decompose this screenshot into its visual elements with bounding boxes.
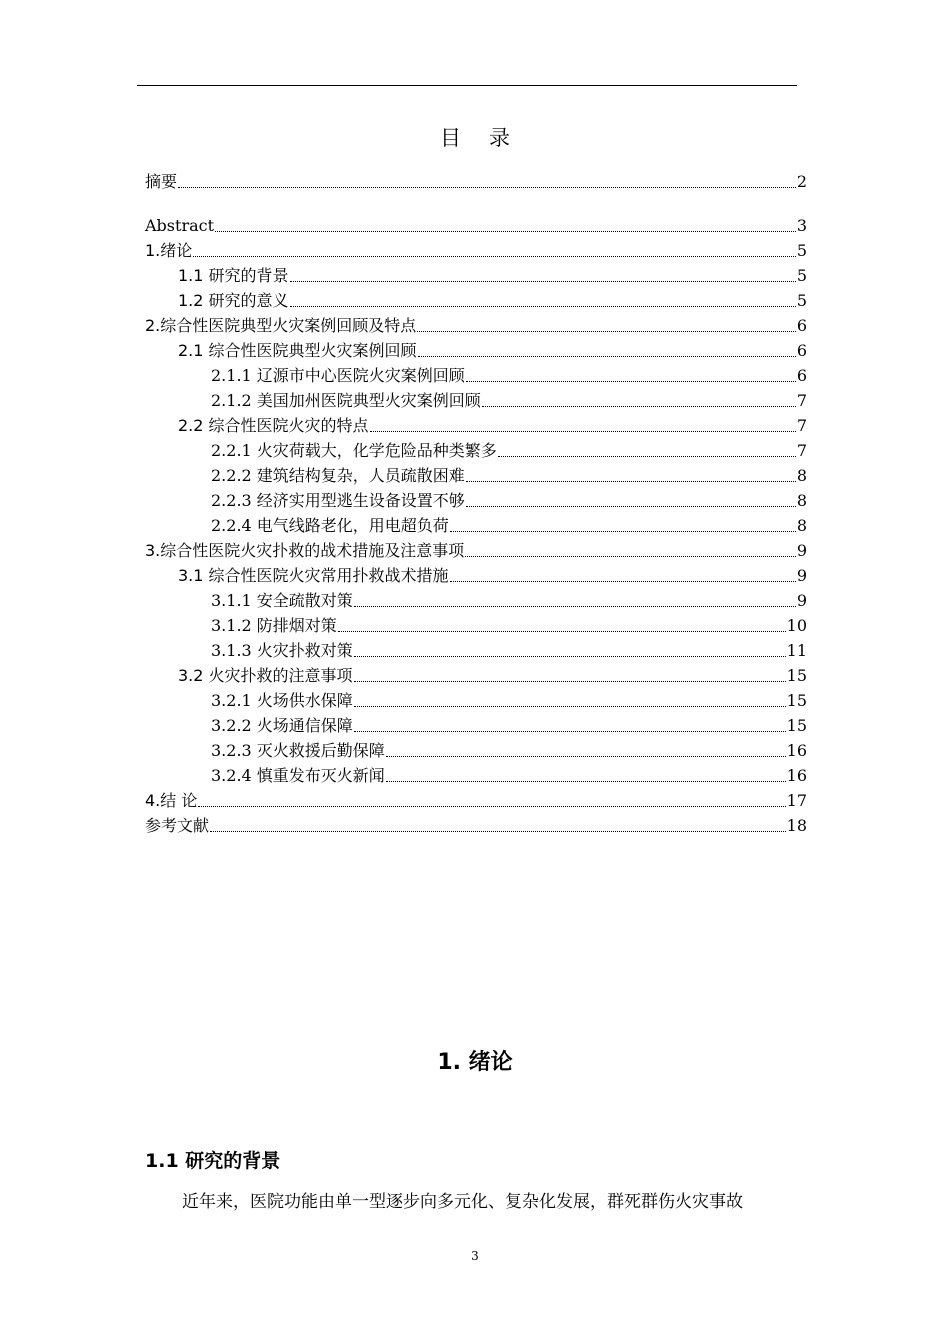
toc-entry[interactable] — [145, 169, 807, 194]
toc-entry[interactable] — [145, 738, 807, 763]
toc-entry-title: 3.2.4 慎重发布灭火新闻 — [211, 766, 385, 785]
toc-entry-title: 3.1 综合性医院火灾常用扑救战术措施 — [178, 566, 449, 585]
toc-entry[interactable] — [145, 763, 807, 788]
toc-entry-title: 3.1.1 安全疏散对策 — [211, 591, 353, 610]
toc-entry[interactable] — [145, 688, 807, 713]
toc-entry-title: 3.1.3 火灾扑救对策 — [211, 641, 353, 660]
toc-leader-dots — [290, 306, 796, 307]
toc-entry-title: 3.2.1 火场供水保障 — [211, 691, 353, 710]
toc-entry-title: 2.2.3 经济实用型逃生设备设置不够 — [211, 491, 465, 510]
toc-entry-page: 9 — [796, 541, 807, 560]
toc-entry[interactable] — [145, 238, 807, 263]
toc-leader-dots — [354, 606, 796, 607]
chapter-title: 1. 绪论 — [437, 1050, 513, 1075]
toc-leader-dots — [370, 431, 796, 432]
toc-entry[interactable] — [145, 263, 807, 288]
toc-entry[interactable] — [145, 213, 807, 238]
toc-entry[interactable] — [145, 613, 807, 638]
toc-entry-title: 2.综合性医院典型火灾案例回顾及特点 — [145, 316, 417, 335]
toc-entry-title: 2.1.1 辽源市中心医院火灾案例回顾 — [211, 366, 465, 385]
toc-entry-title: 3.2.2 火场通信保障 — [211, 716, 353, 735]
toc-entry-page: 8 — [796, 516, 807, 535]
toc-leader-dots — [354, 706, 786, 707]
toc-leader-dots — [450, 581, 796, 582]
toc-leader-dots — [450, 531, 796, 532]
toc-entry[interactable] — [145, 513, 807, 538]
toc-entry-page: 11 — [786, 641, 807, 660]
toc-leader-dots — [354, 656, 786, 657]
toc-entry[interactable] — [145, 813, 807, 838]
toc-entry[interactable] — [145, 563, 807, 588]
toc-entry-page: 9 — [796, 566, 807, 585]
toc-leader-dots — [178, 187, 796, 188]
toc-entry-page: 7 — [796, 441, 807, 460]
toc-entry-page: 5 — [796, 291, 807, 310]
toc-entry-page: 8 — [796, 491, 807, 510]
toc-entry[interactable] — [145, 663, 807, 688]
toc-entry-title: 2.2.1 火灾荷载大，化学危险品种类繁多 — [211, 441, 497, 460]
toc-entry[interactable] — [145, 488, 807, 513]
toc-entry[interactable] — [145, 438, 807, 463]
toc-entry[interactable] — [145, 463, 807, 488]
toc-entry-page: 5 — [796, 241, 807, 260]
toc-leader-dots — [354, 731, 786, 732]
toc-entry-title: 2.2.4 电气线路老化，用电超负荷 — [211, 516, 449, 535]
page-number: 3 — [471, 1249, 479, 1263]
header-rule — [137, 85, 797, 86]
toc-entry-title: 2.1 综合性医院典型火灾案例回顾 — [178, 341, 417, 360]
toc-leader-dots — [466, 381, 796, 382]
toc-leader-dots — [215, 231, 796, 232]
toc-entry[interactable] — [145, 338, 807, 363]
toc-entry-page: 15 — [786, 666, 807, 685]
toc-leader-dots — [210, 831, 786, 832]
toc-leader-dots — [418, 356, 796, 357]
toc-entry[interactable] — [145, 638, 807, 663]
toc-entry-title: 2.1.2 美国加州医院典型火灾案例回顾 — [211, 391, 481, 410]
toc-entry-title: 3.2.3 灭火救援后勤保障 — [211, 741, 385, 760]
toc-leader-dots — [465, 556, 796, 557]
toc-entry-page: 8 — [796, 466, 807, 485]
toc-leader-dots — [193, 256, 796, 257]
toc-entry-page: 6 — [796, 316, 807, 335]
toc-entry-page: 3 — [796, 216, 807, 235]
toc-entry[interactable] — [145, 413, 807, 438]
toc-leader-dots — [338, 631, 786, 632]
section-title: 1.1 研究的背景 — [145, 1150, 281, 1172]
toc-entry-title: 4.结 论 — [145, 791, 198, 810]
toc-entry-title: 参考文献 — [145, 816, 210, 835]
toc-leader-dots — [354, 681, 786, 682]
toc-entry[interactable] — [145, 313, 807, 338]
toc-entry-page: 6 — [796, 341, 807, 360]
toc-entry-page: 5 — [796, 266, 807, 285]
toc-leader-dots — [466, 481, 796, 482]
toc-entry[interactable] — [145, 288, 807, 313]
toc-entry-page: 2 — [796, 172, 807, 191]
toc-leader-dots — [386, 781, 786, 782]
toc-entry-page: 17 — [786, 791, 807, 810]
toc-leader-dots — [417, 331, 796, 332]
toc-entry-page: 18 — [786, 816, 807, 835]
toc-leader-dots — [198, 806, 785, 807]
toc-entry-title: 2.2.2 建筑结构复杂，人员疏散困难 — [211, 466, 465, 485]
toc-entry-page: 9 — [796, 591, 807, 610]
toc-leader-dots — [498, 456, 796, 457]
toc-entry[interactable] — [145, 363, 807, 388]
toc-entry-title: 3.1.2 防排烟对策 — [211, 616, 337, 635]
toc-leader-dots — [386, 756, 786, 757]
toc-entry-title: 2.2 综合性医院火灾的特点 — [178, 416, 369, 435]
toc-entry[interactable] — [145, 538, 807, 563]
toc-entry-title: 3.综合性医院火灾扑救的战术措施及注意事项 — [145, 541, 465, 560]
toc-entry-page: 7 — [796, 391, 807, 410]
toc-entry-title: Abstract — [145, 216, 215, 235]
toc-leader-dots — [290, 281, 796, 282]
toc-entry[interactable] — [145, 388, 807, 413]
toc-entry-page: 16 — [786, 741, 807, 760]
toc-entry-title: 3.2 火灾扑救的注意事项 — [178, 666, 353, 685]
toc-entry[interactable] — [145, 588, 807, 613]
toc-entry-page: 7 — [796, 416, 807, 435]
toc-entry-title: 摘要 — [145, 172, 178, 191]
toc-leader-dots — [466, 506, 796, 507]
toc-leader-dots — [482, 406, 796, 407]
toc-entry-title: 1.1 研究的背景 — [178, 266, 289, 285]
toc-entry-title: 1.绪论 — [145, 241, 193, 260]
toc-entry-page: 15 — [786, 716, 807, 735]
table-of-contents — [145, 169, 807, 838]
toc-entry-page: 10 — [786, 616, 807, 635]
toc-entry[interactable] — [145, 713, 807, 738]
toc-entry-page: 16 — [786, 766, 807, 785]
toc-entry-page: 15 — [786, 691, 807, 710]
toc-entry-title: 1.2 研究的意义 — [178, 291, 289, 310]
toc-title: 目录 — [440, 126, 538, 150]
toc-entry-page: 6 — [796, 366, 807, 385]
toc-entry[interactable] — [145, 788, 807, 813]
body-paragraph: 近年来，医院功能由单一型逐步向多元化、复杂化发展，群死群伤火灾事故 — [182, 1192, 743, 1212]
